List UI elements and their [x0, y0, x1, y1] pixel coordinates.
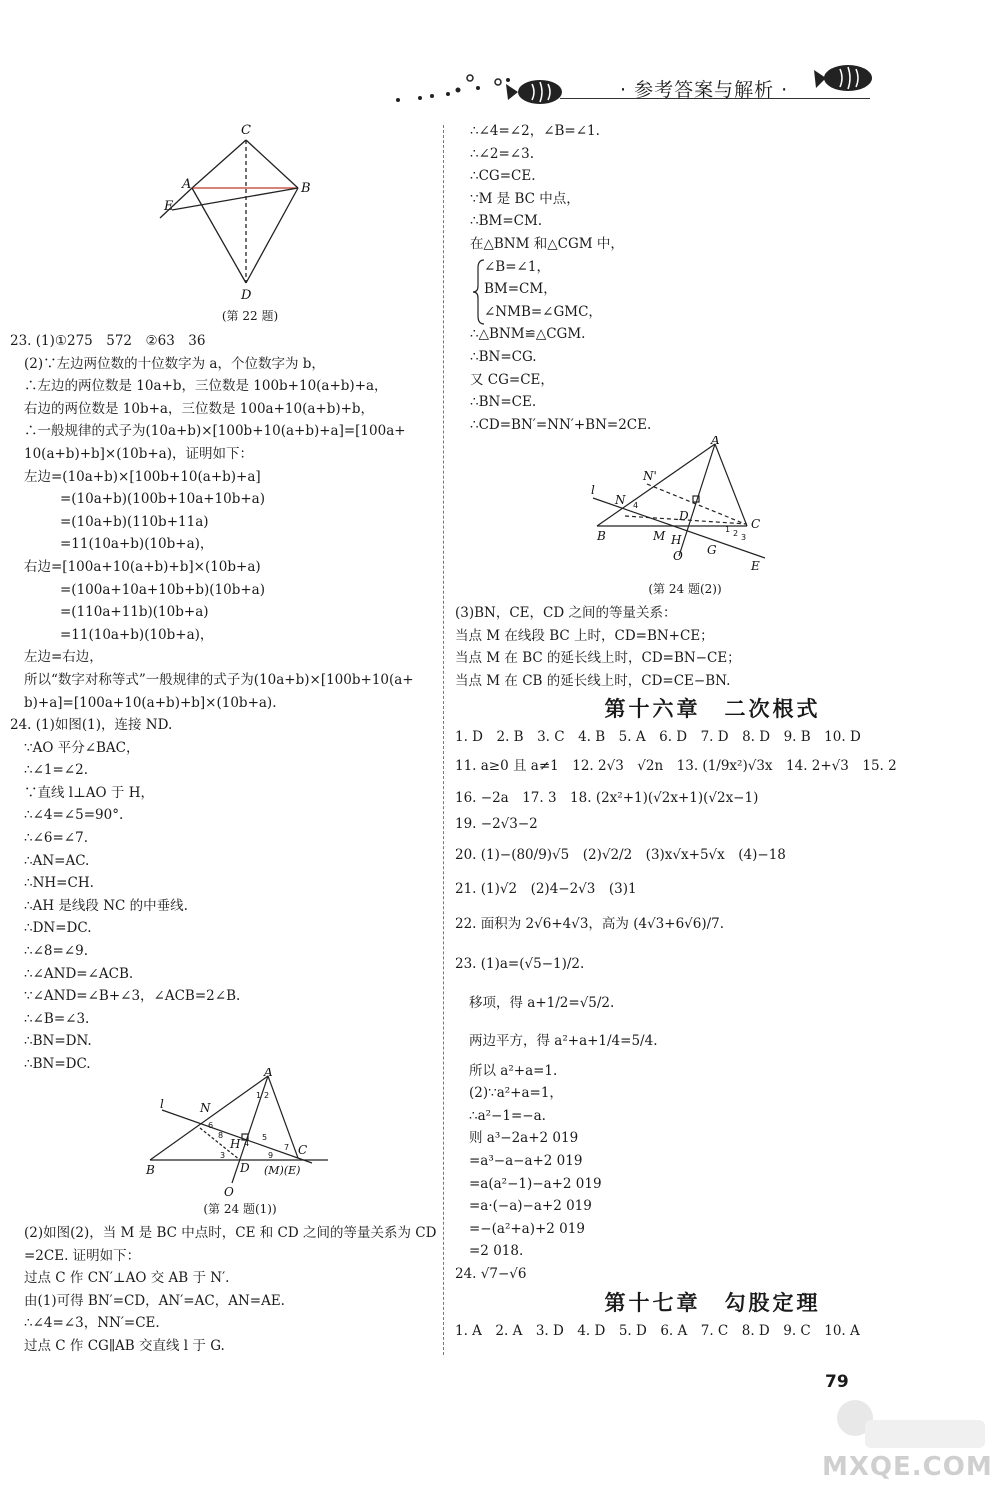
- text-line: 21. (1)√2 (2)4−2√3 (3)1: [455, 880, 637, 897]
- text-line: =−(a²+a)+2 019: [469, 1220, 585, 1237]
- text-line: 移项，得 a+1/2=√5/2.: [469, 994, 615, 1011]
- text-line: ∴CD=BN′=NN′+BN=2CE.: [470, 416, 652, 433]
- label-g: G: [707, 543, 717, 557]
- text-line: (2)∵左边两位数的十位数字为 a，个位数字为 b，: [24, 355, 325, 372]
- text-line: 24. √7−√6: [455, 1265, 527, 1282]
- text-line: (2)如图(2)，当 M 是 BC 中点时，CE 和 CD 之间的等量关系为 CD: [24, 1225, 437, 1241]
- text-line: ∴△BNM≌△CGM.: [470, 326, 586, 343]
- angle-label: 4: [244, 1139, 250, 1148]
- label-n-prime: N': [643, 469, 657, 483]
- text-line: 当点 M 在 BC 的延长线上时，CD=BN−CE；: [455, 650, 741, 667]
- text-line: ∴AN=AC.: [24, 852, 90, 869]
- label-o: O: [224, 1185, 234, 1196]
- angle-label: 1: [256, 1091, 262, 1100]
- text-line: ∵直线 l⊥AO 于 H，: [24, 784, 154, 801]
- page-number: 79: [825, 1372, 849, 1392]
- angle-label: 2: [733, 529, 739, 538]
- text-line: 10(a+b)+b]×(10b+a)，证明如下：: [24, 445, 253, 462]
- label-o: O: [673, 549, 683, 563]
- text-line: 在△BNM 和△CGM 中，: [470, 235, 624, 252]
- text-line: ∴∠8=∠9.: [24, 943, 88, 960]
- text-line: 22. 面积为 2√6+4√3，高为 (4√3+6√6)/7.: [455, 915, 725, 932]
- text-line: 过点 C 作 CG∥AB 交直线 l 于 G.: [24, 1337, 225, 1354]
- angle-label: 8: [218, 1131, 224, 1140]
- angle-label: 2: [264, 1091, 270, 1100]
- angle-label: 3: [220, 1151, 226, 1160]
- text-line: BM=CM，: [484, 281, 557, 298]
- label-e: E: [751, 559, 760, 573]
- text-line: ∵∠AND=∠B+∠3，∠ACB=2∠B.: [24, 988, 241, 1005]
- text-line: =2CE. 证明如下：: [24, 1247, 141, 1264]
- brace-icon: [472, 258, 486, 326]
- text-line: ∵AO 平分∠BAC，: [24, 739, 140, 756]
- text-line: ∴∠1=∠2.: [24, 762, 88, 779]
- angle-label: 6: [208, 1121, 214, 1130]
- angle-label: 1: [725, 525, 731, 534]
- left-column-continued: [10, 1222, 438, 1358]
- label-c: C: [241, 123, 251, 138]
- figure-24-1: [140, 1068, 340, 1218]
- text-line: =a³−a−a+2 019: [469, 1152, 583, 1169]
- text-line: ∴BN=DC.: [24, 1056, 91, 1072]
- chapter-17-title: 第十七章 勾股定理: [604, 1290, 821, 1315]
- text-line: 19. −2√3−2: [455, 815, 538, 832]
- label-a: A: [264, 1068, 273, 1079]
- text-line: 所以“数字对称等式”一般规律的式子为(10a+b)×[100b+10(a+: [24, 671, 414, 688]
- label-d: D: [679, 509, 689, 523]
- figure-24-1-diagram: [140, 1068, 340, 1196]
- header-rule: [560, 98, 870, 99]
- text-line: 则 a³−2a+2 019: [469, 1130, 579, 1147]
- figure-caption: (第 22 题): [221, 309, 279, 323]
- text-line: ∴∠B=∠3.: [24, 1010, 90, 1027]
- left-column: [10, 330, 438, 1076]
- text-line: 由(1)可得 BN′=CD，AN′=AC，AN=AE.: [24, 1292, 285, 1309]
- label-d: D: [241, 288, 252, 303]
- label-l: l: [591, 483, 595, 497]
- label-m-e: (M)(E): [264, 1164, 301, 1177]
- text-line: 左边=右边，: [24, 649, 103, 666]
- text-line: =2 018.: [469, 1243, 524, 1260]
- angle-label: 9: [268, 1151, 274, 1160]
- text-line: 16. −2a 17. 3 18. (2x²+1)(√2x+1)(√2x−1): [455, 789, 759, 806]
- angle-label: 4: [633, 501, 639, 510]
- watermark-text: MXQE.COM: [822, 1452, 993, 1482]
- text-line: 两边平方，得 a²+a+1/4=5/4.: [469, 1032, 658, 1049]
- label-b: B: [597, 529, 606, 543]
- text-line: =11(10a+b)(10b+a)，: [60, 536, 214, 553]
- figure-caption: (第 24 题(2)): [648, 582, 722, 596]
- figure-22: [150, 118, 350, 323]
- label-b: B: [146, 1163, 155, 1177]
- text-line: ∴BN=CE.: [470, 394, 537, 411]
- label-n: N: [200, 1101, 211, 1115]
- text-line: =(10a+b)(110b+11a): [60, 513, 209, 530]
- label-a: A: [182, 177, 192, 192]
- text-line: ∠NMB=∠GMC，: [484, 303, 602, 320]
- text-line: 1. D 2. B 3. C 4. B 5. A 6. D 7. D 8. D 9. B 10. D: [455, 729, 861, 746]
- header-title: · 参考答案与解析 ·: [620, 79, 789, 101]
- text-line: ∴CG=CE.: [470, 168, 536, 185]
- text-line: ∠B=∠1，: [484, 258, 550, 275]
- figure-24-2-diagram: [585, 436, 785, 576]
- text-line: ∴∠4=∠2，∠B=∠1.: [470, 123, 600, 139]
- text-line: (3)BN，CE，CD 之间的等量关系：: [455, 605, 677, 621]
- figure-24-2: [585, 436, 785, 596]
- text-line: 又 CG=CE，: [470, 371, 554, 388]
- text-line: 左边=(10a+b)×[100b+10(a+b)+a]: [24, 468, 261, 485]
- text-line: ∴∠4=∠5=90°.: [24, 807, 124, 824]
- label-m: M: [653, 529, 666, 543]
- text-line: ∴a²−1=−a.: [469, 1107, 546, 1124]
- text-line: 过点 C 作 CN′⊥AO 交 AB 于 N′.: [24, 1270, 230, 1287]
- column-divider: [443, 125, 444, 1355]
- figure-caption: (第 24 题(1)): [203, 1202, 277, 1216]
- text-line: 右边=[100a+10(a+b)+b]×(10b+a): [24, 558, 261, 575]
- figure-22-diagram: [150, 118, 350, 303]
- text-line: 23. (1)①275 572 ②63 36: [10, 333, 206, 349]
- text-line: ∴左边的两位数是 10a+b，三位数是 100b+10(a+b)+a，: [24, 378, 388, 395]
- text-line: ∴∠AND=∠ACB.: [24, 965, 134, 982]
- text-line: =(100a+10a+10b+b)(10b+a): [60, 581, 265, 598]
- label-b: B: [301, 181, 311, 196]
- text-line: 当点 M 在线段 BC 上时，CD=BN+CE；: [455, 627, 714, 644]
- text-line: =a(a²−1)−a+2 019: [469, 1175, 602, 1192]
- right-column-top: [470, 120, 970, 436]
- text-line: =11(10a+b)(10b+a)，: [60, 626, 214, 643]
- text-line: ∴BN=CG.: [470, 348, 537, 365]
- text-line: 1. A 2. A 3. D 4. D 5. D 6. A 7. C 8. D 9. C 10. A: [455, 1322, 860, 1339]
- angle-label: 7: [284, 1143, 290, 1152]
- text-line: ∴BM=CM.: [470, 213, 543, 230]
- angle-label: 5: [262, 1133, 268, 1142]
- chapter-16-title: 第十六章 二次根式: [604, 697, 821, 722]
- text-line: 当点 M 在 CB 的延长线上时，CD=CE−BN.: [455, 672, 731, 689]
- text-line: ∴AH 是线段 NC 的中垂线.: [24, 897, 188, 914]
- text-line: 所以 a²+a=1.: [469, 1062, 558, 1079]
- text-line: 24. (1)如图(1)，连接 ND.: [10, 717, 173, 734]
- text-line: ∴NH=CH.: [24, 875, 94, 892]
- label-l: l: [160, 1097, 164, 1111]
- label-c: C: [298, 1143, 308, 1157]
- label-h: H: [671, 533, 682, 547]
- label-h: H: [230, 1137, 241, 1151]
- text-line: (2)∵a²+a=1，: [469, 1085, 563, 1102]
- label-c: C: [751, 517, 761, 531]
- text-line: ∵M 是 BC 中点，: [470, 190, 580, 207]
- text-line: ∴∠4=∠3，NN′=CE.: [24, 1315, 160, 1332]
- fish-icon: [814, 65, 872, 91]
- system-brace: [470, 256, 970, 324]
- label-e: E: [164, 199, 174, 214]
- right-column-middle: [455, 602, 970, 1342]
- label-a: A: [711, 436, 720, 447]
- text-line: =(10a+b)(100b+10a+10b+a): [60, 491, 265, 508]
- label-n: N: [615, 493, 626, 507]
- text-line: ∴∠2=∠3.: [470, 145, 534, 162]
- text-line: ∴一般规律的式子为(10a+b)×[100b+10(a+b)+a]=[100a+: [24, 423, 406, 440]
- text-line: ∴BN=DN.: [24, 1033, 92, 1050]
- text-line: 23. (1)a=(√5−1)/2.: [455, 955, 585, 972]
- angle-label: 3: [741, 533, 747, 542]
- text-line: 右边的两位数是 10b+a，三位数是 100a+10(a+b)+b，: [24, 400, 375, 417]
- text-line: ∴∠6=∠7.: [24, 830, 88, 847]
- text-line: ∴DN=DC.: [24, 920, 92, 937]
- text-line: 20. (1)−(80/9)√5 (2)√2/2 (3)x√x+5√x (4)−18: [455, 846, 786, 863]
- fish-icon: [506, 80, 562, 104]
- text-line: b)+a]=[100a+10(a+b)+b]×(10b+a).: [24, 694, 277, 711]
- label-d: D: [240, 1161, 250, 1175]
- text-line: =a·(−a)−a+2 019: [469, 1198, 592, 1215]
- text-line: =(110a+11b)(10b+a): [60, 604, 209, 621]
- text-line: 11. a≥0 且 a≠1 12. 2√3 √2n 13. (1/9x²)√3x 14. 2+√3 15. 2: [455, 757, 897, 774]
